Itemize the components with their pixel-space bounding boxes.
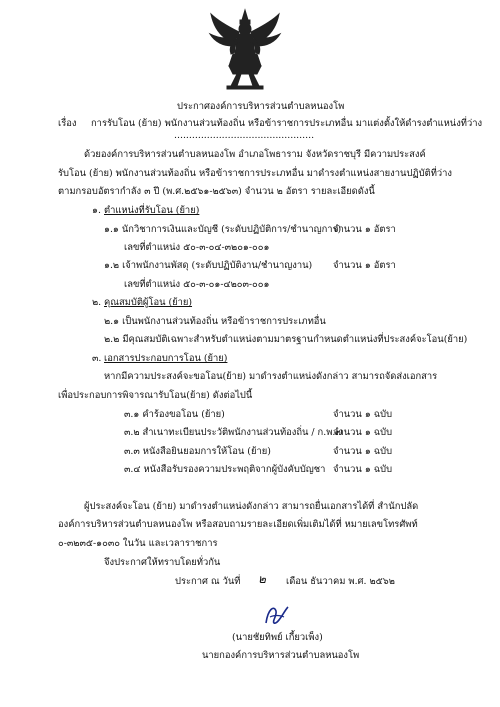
closing-line-3: ๐-๓๒๓๕-๑๐๓๐ ในวัน และเวลาราชการ: [58, 538, 218, 549]
document-item-name: ๓.๔ หนังสือรับรองความประพฤติจากผู้บังคับบัญชา: [124, 464, 326, 475]
documents-intro-2: เพื่อประกอบการพิจารณารับโอน(ย้าย) ดังต่อไปนี้: [58, 390, 253, 401]
position-2-number: เลขที่ตำแหน่ง ๕๐-๓-๐๑-๔๒๐๓-๐๐๑: [124, 279, 270, 290]
closing-line-1: ผู้ประสงค์จะโอน (ย้าย) มาดำรงตำแหน่งดังกล่าว สามารถยื่นเอกสารได้ที่ สำนักปลัด: [84, 501, 419, 512]
announce-line: จึงประกาศให้ทราบโดยทั่วกัน: [104, 557, 221, 568]
document-item-qty: จำนวน ๑ ฉบับ: [333, 427, 393, 438]
date-prefix: ประกาศ ณ วันที่: [175, 576, 241, 587]
document-item-qty: จำนวน ๑ ฉบับ: [333, 446, 393, 457]
section-1-number: ๑.: [92, 205, 101, 216]
signer-name: (นายชัยทิพย์ เกี้ยวเพ็ง): [232, 632, 323, 643]
date-suffix: เดือน ธันวาคม พ.ศ. ๒๕๖๒: [286, 576, 395, 587]
document-item-name: ๓.๑ คำร้องขอโอน (ย้าย): [124, 409, 225, 420]
garuda-emblem: [207, 8, 283, 94]
signer-title: นายกองค์การบริหารส่วนตำบลหนองโพ: [202, 650, 360, 661]
document-item-qty: จำนวน ๑ ฉบับ: [333, 409, 393, 420]
subject-text: การรับโอน (ย้าย) พนักงานส่วนท้องถิ่น หรือข้าราชการประเภทอื่น มาแต่งตั้งให้ดำรงตำแหน่งที่ว่าง: [91, 118, 483, 129]
signature: [262, 603, 292, 627]
section-2-title: คุณสมบัติผู้โอน (ย้าย): [104, 297, 193, 308]
documents-intro-1: หากมีความประสงค์จะขอโอน(ย้าย) มาดำรงตำแหน่งดังกล่าว สามารถจัดส่งเอกสาร: [104, 371, 438, 382]
subject-label: เรื่อง: [58, 118, 77, 129]
section-1-title: ตำแหน่งที่รับโอน (ย้าย): [104, 205, 200, 216]
document-item-name: ๓.๒ สำเนาทะเบียนประวัติพนักงานส่วนท้องถิ่น / ก.พ.๗: [124, 427, 343, 438]
section-3-number: ๓.: [92, 353, 102, 364]
position-2-quota: จำนวน ๑ อัตรา: [333, 260, 396, 271]
qualification-1: ๒.๑ เป็นพนักงานส่วนท้องถิ่น หรือข้าราชการประเภทอื่น: [104, 316, 326, 327]
position-1-quota: จำนวน ๑ อัตรา: [333, 224, 396, 235]
date-day-handwritten: ๒: [258, 572, 266, 586]
closing-line-2: องค์การบริหารส่วนตำบลหนองโพ หรือสอบถามรายละเอียดเพิ่มเติมได้ที่ หมายเลขโทรศัพท์: [58, 519, 418, 530]
separator-dots: ...............................................: [174, 130, 315, 141]
document-item-qty: จำนวน ๑ ฉบับ: [333, 464, 393, 475]
document-item-name: ๓.๓ หนังสือยินยอมการให้โอน (ย้าย): [124, 446, 271, 457]
intro-line-1: ด้วยองค์การบริหารส่วนตำบลหนองโพ อำเภอโพธาราม จังหวัดราชบุรี มีความประสงค์: [84, 149, 426, 160]
position-2-name: ๑.๒ เจ้าพนักงานพัสดุ (ระดับปฏิบัติงาน/ชำนาญงาน): [104, 260, 313, 271]
qualification-2: ๒.๒ มีคุณสมบัติเฉพาะสำหรับตำแหน่งตามมาตรฐานกำหนดตำแหน่งที่ประสงค์จะโอน(ย้าย): [104, 334, 468, 345]
intro-line-2: รับโอน (ย้าย) พนักงานส่วนท้องถิ่น หรือข้าราชการประเภทอื่น มาดำรงตำแหน่งสายงานปฏิบัติที่ว่าง: [58, 168, 452, 179]
position-1-number: เลขที่ตำแหน่ง ๕๐-๓-๐๔-๓๒๐๑-๐๐๑: [124, 242, 270, 253]
section-3-title: เอกสารประกอบการโอน (ย้าย): [104, 353, 228, 364]
announcement-header: ประกาศองค์การบริหารส่วนตำบลหนองโพ: [177, 101, 345, 112]
position-1-name: ๑.๑ นักวิชาการเงินและบัญชี (ระดับปฏิบัติการ/ชำนาญการ): [104, 224, 342, 235]
intro-line-3: ตามกรอบอัตรากำลัง ๓ ปี (พ.ศ.๒๕๖๑-๒๕๖๓) จำนวน ๒ อัตรา รายละเอียดดังนี้: [58, 186, 375, 197]
section-2-number: ๒.: [92, 297, 102, 308]
